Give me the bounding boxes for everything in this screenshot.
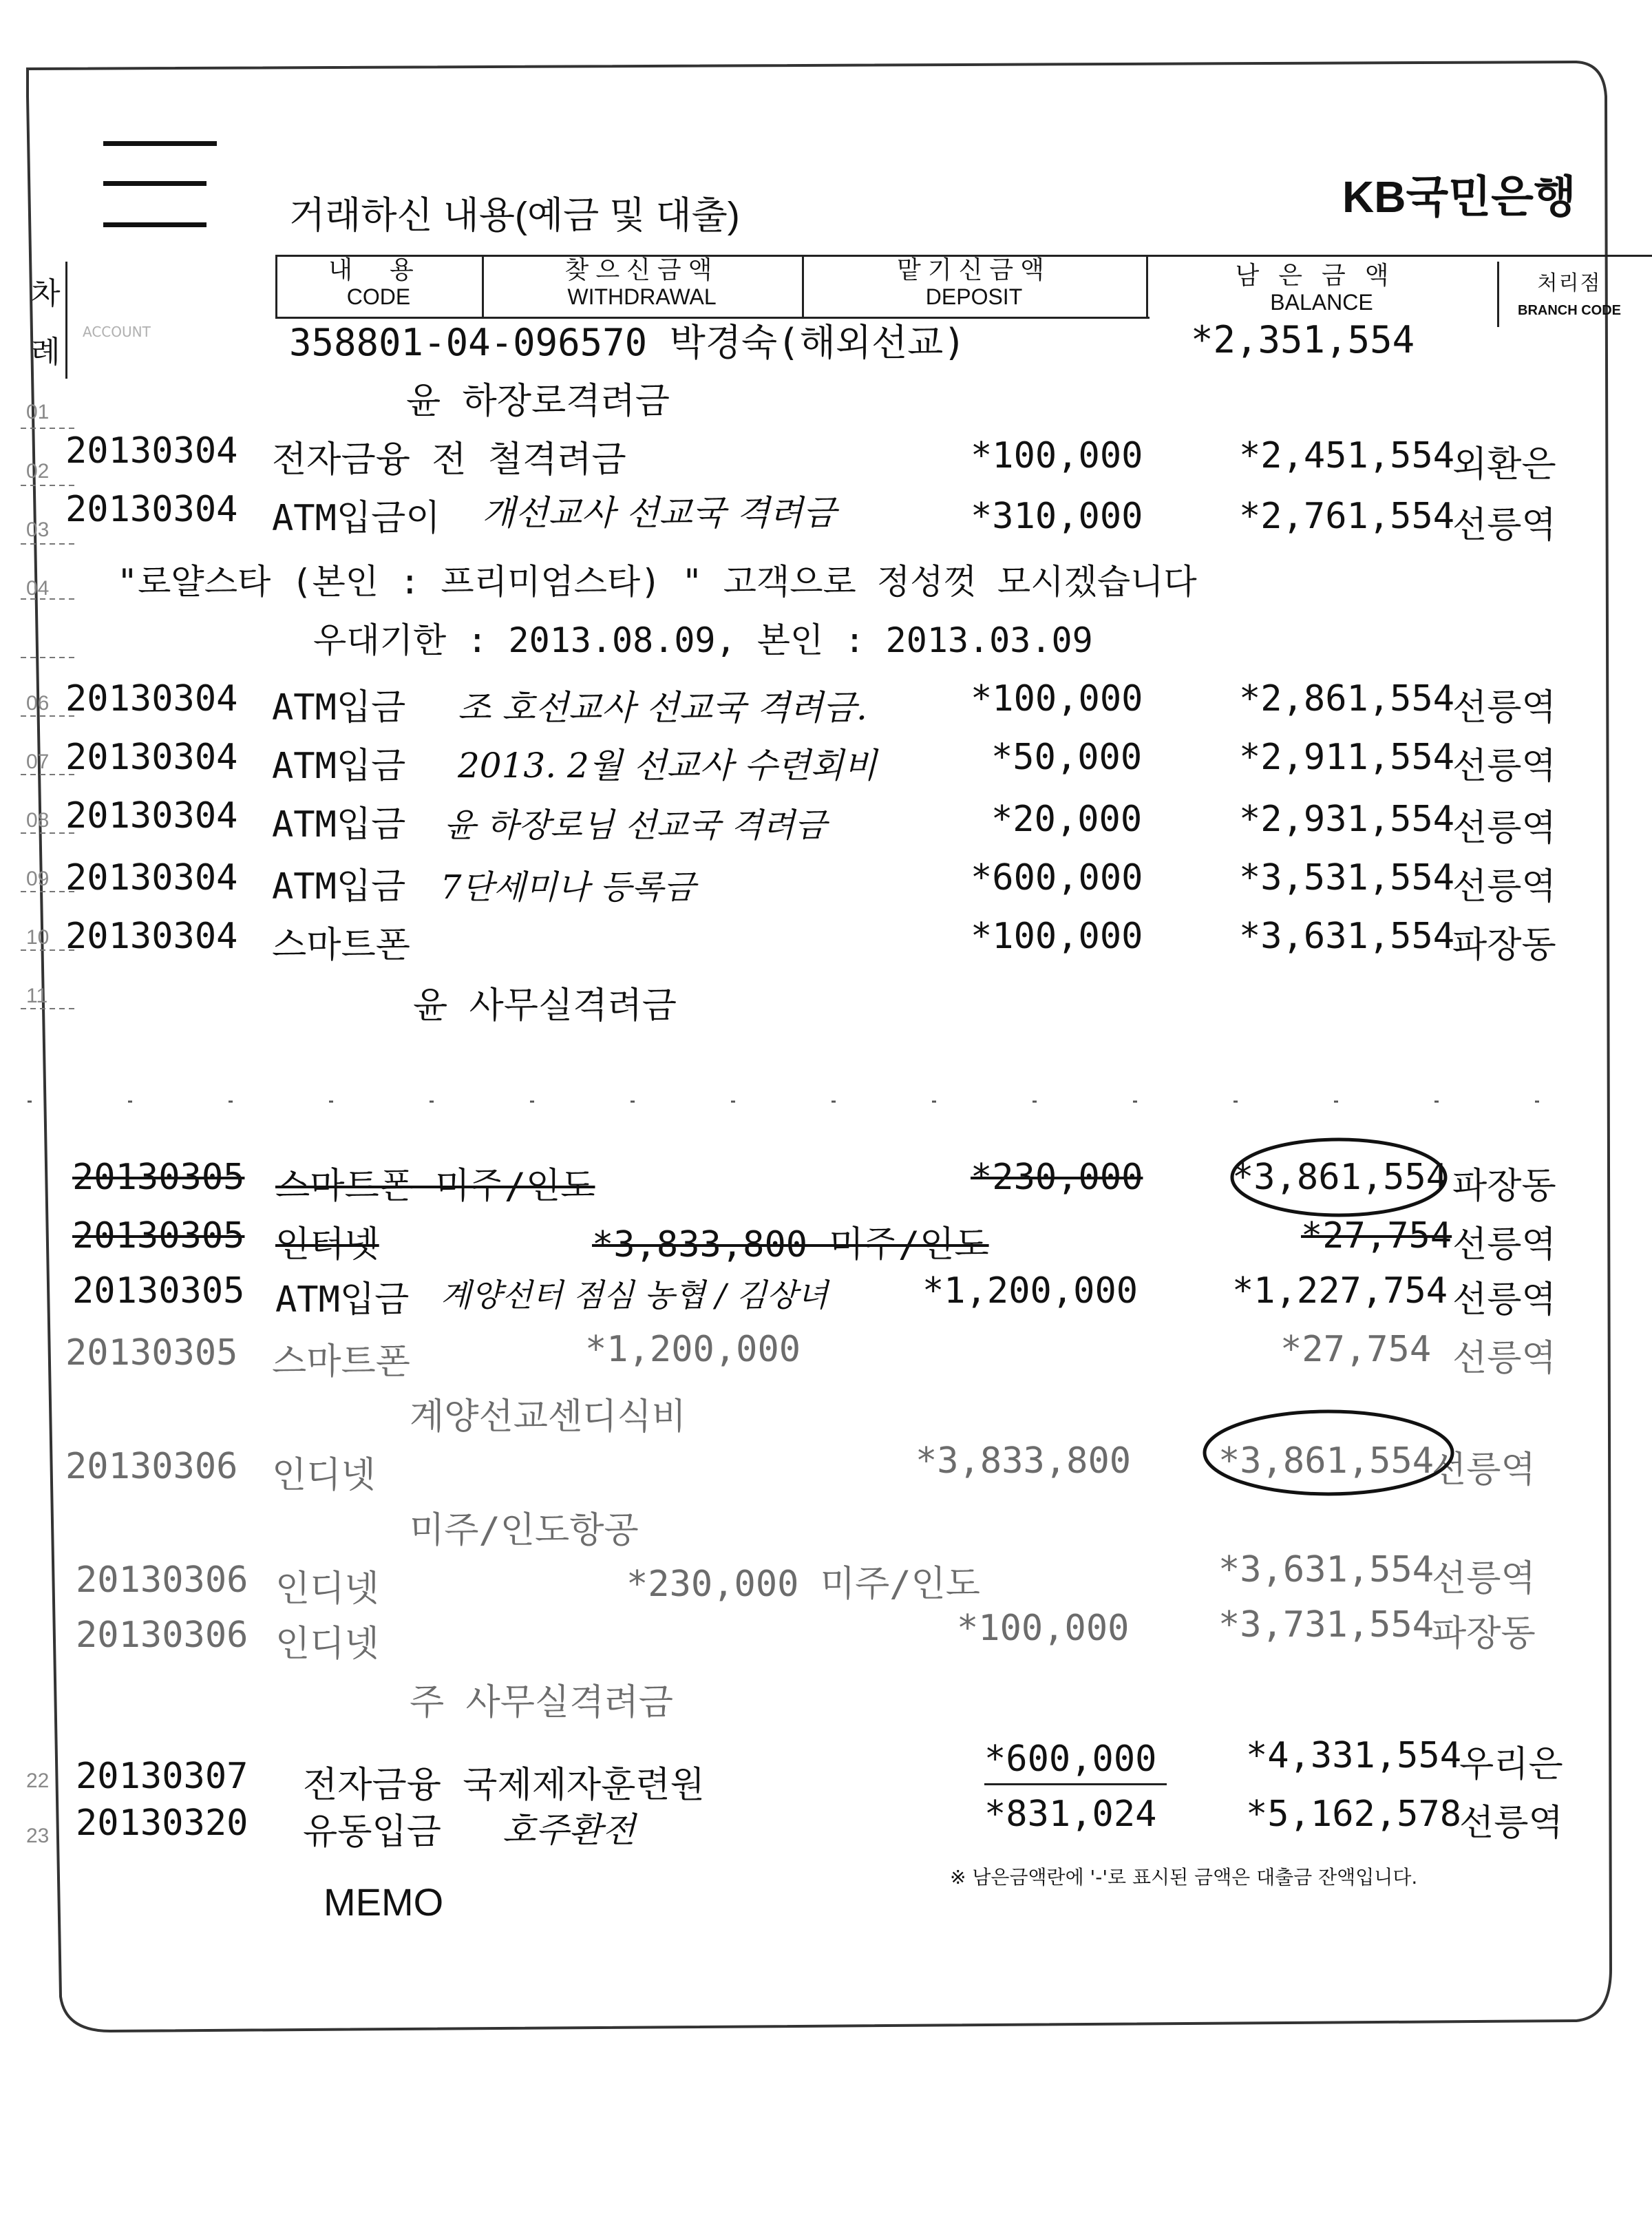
txn-amount: *100,000 bbox=[971, 916, 1143, 957]
txn-branch: 선릉역 bbox=[1452, 687, 1556, 728]
column-deposit-en: DEPOSIT bbox=[925, 284, 1023, 309]
bank-logo: KB국민은행 bbox=[1342, 172, 1576, 222]
handwritten-note: 계양선터 점심 농협 / 김상녀 bbox=[441, 1276, 828, 1314]
txn-amount: *310,000 bbox=[971, 496, 1143, 537]
txn-date: 20130304 bbox=[65, 737, 238, 778]
txn-desc: ATM입금 bbox=[272, 804, 406, 845]
column-balance bbox=[1170, 262, 1473, 315]
txn-balance: *2,451,554 bbox=[1239, 435, 1455, 476]
txn-balance: *1,227,754 bbox=[1232, 1270, 1448, 1312]
txn-balance: *3,731,554 bbox=[1218, 1604, 1434, 1646]
row-number: 10 bbox=[26, 926, 50, 949]
txn-desc: 스마트폰 미주/인도 bbox=[275, 1166, 595, 1207]
row-number: 03 bbox=[26, 518, 50, 541]
txn-desc: ATM입금 bbox=[275, 1279, 410, 1321]
txn-date: 20130304 bbox=[65, 916, 238, 957]
row-number: 07 bbox=[26, 750, 50, 773]
txn-desc: ATM입금 bbox=[272, 687, 406, 728]
txn-balance: *5,162,578 bbox=[1246, 1794, 1462, 1835]
row-number: 09 bbox=[26, 868, 50, 890]
opening-balance: *2,351,554 bbox=[1191, 318, 1415, 361]
handwritten-note: 개선교사 선교국 격려금 bbox=[482, 493, 836, 533]
row-number: 22 bbox=[26, 1769, 50, 1792]
txn-desc: 전자금융 국제제자훈련원 bbox=[303, 1765, 705, 1806]
col-divider-1 bbox=[275, 255, 277, 317]
txn-balance: *2,931,554 bbox=[1239, 799, 1455, 840]
txn-date: 20130305 bbox=[72, 1270, 245, 1312]
handwritten-note: 호주환전 bbox=[502, 1810, 636, 1850]
txn-desc: 인디넷 bbox=[275, 1623, 379, 1665]
handwritten-note: 2013. 2월 선교사 수련회비 bbox=[458, 746, 878, 786]
column-branch bbox=[1501, 270, 1638, 324]
txn-desc: 인디넷 bbox=[272, 1455, 376, 1496]
txn-branch: 파장동 bbox=[1452, 1166, 1556, 1207]
row-number: 23 bbox=[26, 1825, 50, 1847]
txn-amount: *831,024 bbox=[984, 1794, 1157, 1835]
txn-branch: 선릉역 bbox=[1452, 746, 1556, 787]
txn-branch: 선릉역 bbox=[1452, 505, 1556, 546]
txn-date: 20130306 bbox=[65, 1446, 238, 1487]
txn-branch: 선릉역 bbox=[1459, 1803, 1563, 1844]
column-withdrawal-en: WITHDRAWAL bbox=[567, 284, 717, 309]
txn-amount: *1,200,000 bbox=[585, 1329, 801, 1370]
txn-amount: *100,000 bbox=[971, 678, 1143, 719]
column-code bbox=[279, 256, 478, 310]
side-label-bottom: 례 bbox=[31, 335, 61, 370]
col-divider-4 bbox=[1146, 255, 1148, 317]
memo-line: 주 사무실격려금 bbox=[410, 1682, 673, 1723]
txn-amount: *230,000 미주/인도 bbox=[626, 1564, 980, 1605]
handwritten-note: 윤 하장로님 선교국 격려금 bbox=[444, 806, 827, 845]
txn-balance: *2,861,554 bbox=[1239, 678, 1455, 719]
column-deposit-ko: 맡기신금액 bbox=[897, 255, 1051, 284]
row-number: 04 bbox=[26, 577, 50, 600]
txn-date: 20130304 bbox=[65, 857, 238, 898]
txn-desc: 스마트폰 bbox=[272, 1341, 410, 1383]
row-number: 08 bbox=[26, 809, 50, 832]
txn-branch: 선릉역 bbox=[1452, 1224, 1556, 1265]
handwritten-note: 조 호선교사 선교국 격려금. bbox=[458, 688, 867, 728]
txn-desc: 스마트폰 bbox=[272, 925, 410, 966]
txn-amount: *230,000 bbox=[971, 1157, 1143, 1198]
column-balance-ko: 남은금액 bbox=[1235, 261, 1408, 289]
txn-amount: *600,000 bbox=[971, 857, 1143, 898]
txn-branch: 파장동 bbox=[1432, 1613, 1536, 1654]
txn-balance: *3,631,554 bbox=[1239, 916, 1455, 957]
txn-date: 20130304 bbox=[65, 489, 238, 530]
txn-balance: *2,911,554 bbox=[1239, 737, 1455, 778]
col-divider-3 bbox=[802, 255, 804, 317]
txn-branch: 선릉역 bbox=[1452, 808, 1556, 849]
circle-annotation bbox=[1225, 1129, 1459, 1226]
memo-line: 계양선교센디식비 bbox=[410, 1396, 686, 1438]
txn-branch: 파장동 bbox=[1452, 925, 1556, 966]
txn-branch: 선릉역 bbox=[1452, 1279, 1556, 1321]
txn-desc: 인디넷 bbox=[275, 1568, 379, 1610]
txn-amount: *100,000 bbox=[971, 435, 1143, 476]
txn-date: 20130305 bbox=[72, 1157, 245, 1198]
page-title: 거래하신 내용(예금 및 대출) bbox=[289, 195, 740, 236]
txn-amount: *1,200,000 bbox=[922, 1270, 1139, 1312]
menu-lines-icon bbox=[103, 141, 220, 231]
txn-date: 20130305 bbox=[65, 1332, 238, 1374]
txn-date: 20130306 bbox=[76, 1559, 248, 1601]
circle-annotation bbox=[1198, 1394, 1473, 1504]
column-withdrawal bbox=[485, 256, 798, 310]
col-divider-5 bbox=[1497, 262, 1499, 327]
promo-message: "로얄스타 (본인 : 프리미엄스타) " 고객으로 정성껏 모시겠습니다 bbox=[117, 562, 1197, 602]
col-divider-2 bbox=[482, 255, 484, 317]
column-withdrawal-ko: 찾으신금액 bbox=[564, 255, 719, 284]
column-code-ko: 내 용 bbox=[328, 255, 429, 284]
txn-date: 20130304 bbox=[65, 795, 238, 837]
memo-line: 윤 사무실격려금 bbox=[413, 985, 677, 1027]
column-branch-ko: 처리점 bbox=[1537, 272, 1602, 295]
handwritten-note: 7단세미나 등록금 bbox=[441, 868, 696, 907]
txn-branch: 외환은 bbox=[1452, 444, 1556, 485]
loan-balance-notice: ※ 남은금액란에 '-'로 표시된 금액은 대출금 잔액입니다. bbox=[950, 1866, 1418, 1889]
txn-desc: 유동입금 bbox=[303, 1811, 441, 1853]
txn-amount: *20,000 bbox=[991, 799, 1143, 840]
txn-balance: *3,631,554 bbox=[1218, 1549, 1434, 1590]
row-number: 11 bbox=[26, 985, 48, 1007]
txn-branch: 선릉역 bbox=[1432, 1558, 1536, 1599]
txn-amount: *3,833,800 bbox=[915, 1440, 1132, 1482]
txn-desc: ATM입금 bbox=[272, 866, 406, 907]
row-number: 02 bbox=[26, 460, 50, 483]
txn-balance: *4,331,554 bbox=[1246, 1735, 1462, 1776]
txn-balance: *27,754 bbox=[1301, 1215, 1452, 1257]
memo-line: 미주/인도항공 bbox=[410, 1510, 639, 1551]
txn-desc: ATM입금이 bbox=[272, 498, 441, 539]
txn-date: 20130307 bbox=[76, 1756, 248, 1797]
promo-period: 우대기한 : 2013.08.09, 본인 : 2013.03.09 bbox=[313, 620, 1093, 660]
txn-amount: *100,000 bbox=[957, 1608, 1130, 1649]
txn-balance: *3,861,554 bbox=[1232, 1157, 1448, 1198]
page-fold-separator bbox=[28, 1095, 1611, 1108]
txn-date: 20130305 bbox=[72, 1215, 245, 1257]
column-branch-en: BRANCH CODE bbox=[1518, 303, 1621, 318]
side-label-top: 차 bbox=[31, 276, 61, 311]
row-number: 01 bbox=[26, 401, 50, 423]
txn-balance: *2,761,554 bbox=[1239, 496, 1455, 537]
column-deposit bbox=[805, 256, 1143, 310]
memo-label: MEMO bbox=[324, 1880, 444, 1924]
txn-branch: 우리은 bbox=[1459, 1744, 1563, 1785]
account-number: 358801-04-096570 박경숙(해외선교) bbox=[289, 321, 966, 364]
txn-branch: 선릉역 bbox=[1432, 1449, 1536, 1491]
column-balance-en: BALANCE bbox=[1270, 290, 1373, 315]
txn-amount: *50,000 bbox=[991, 737, 1143, 778]
memo-line: 윤 하장로격려금 bbox=[406, 381, 670, 422]
column-code-en: CODE bbox=[346, 284, 411, 309]
side-label-divider bbox=[65, 262, 67, 379]
txn-branch: 선릉역 bbox=[1452, 866, 1556, 907]
txn-balance: *3,531,554 bbox=[1239, 857, 1455, 898]
amount-underline bbox=[984, 1783, 1167, 1785]
txn-branch: 선릉역 bbox=[1452, 1338, 1556, 1379]
faint-column-label: ACCOUNT bbox=[83, 324, 151, 340]
txn-date: 20130304 bbox=[65, 678, 238, 719]
row-number: 06 bbox=[26, 692, 50, 715]
txn-desc: 인터넷 bbox=[275, 1224, 379, 1265]
txn-date: 20130306 bbox=[76, 1615, 248, 1656]
txn-balance: *3,861,554 bbox=[1218, 1440, 1434, 1482]
txn-date: 20130304 bbox=[65, 430, 238, 472]
txn-desc: ATM입금 bbox=[272, 746, 406, 787]
txn-desc: 전자금융 전 철격려금 bbox=[272, 439, 626, 481]
txn-date: 20130320 bbox=[76, 1803, 248, 1844]
txn-amount: *600,000 bbox=[984, 1738, 1157, 1780]
txn-balance: *27,754 bbox=[1280, 1329, 1432, 1370]
txn-amount: *3,833,800 미주/인도 bbox=[592, 1224, 989, 1265]
